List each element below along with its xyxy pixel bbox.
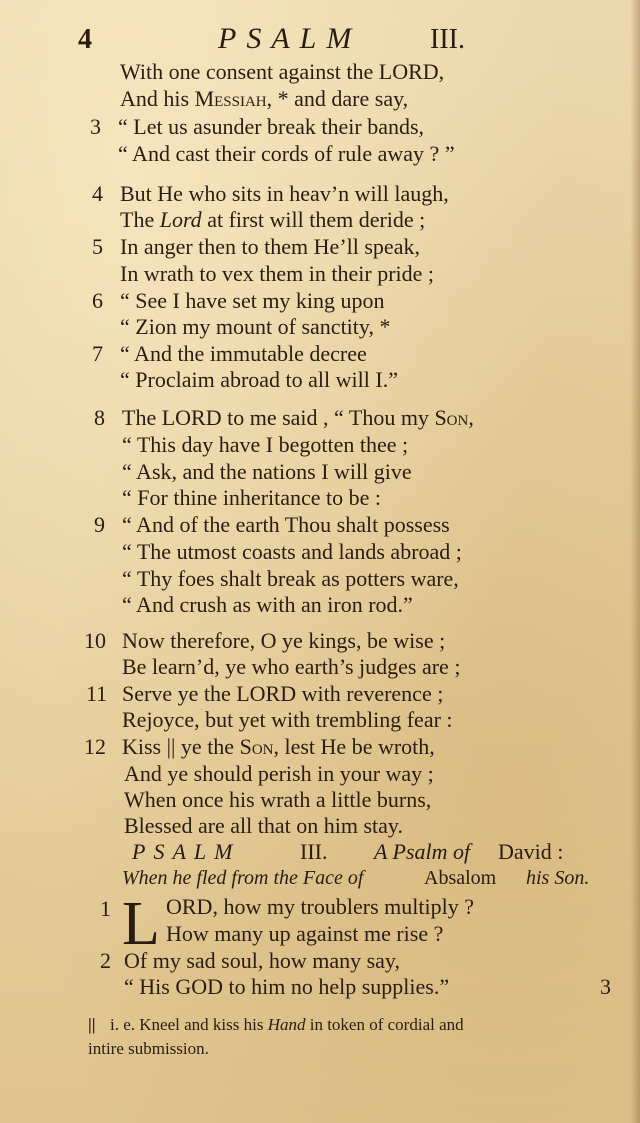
verse-line: 10 Now therefore, O ye kings, be wise ; [84,628,446,653]
verse-number: 5 [92,234,103,259]
verse-number: 12 [84,734,106,759]
verse-line: 5 In anger then to them He’ll speak, [92,234,420,259]
verse-line: Be learn’d, ye who earth’s judges are ; [122,654,461,679]
verse-line: “ The utmost coasts and lands abroad ; [122,539,462,564]
catchword: 3 [600,974,611,999]
verse-line: “ For thine inheritance to be : [122,485,382,510]
verse-number: 7 [92,341,103,366]
verse-line: How many up against me rise ? [166,921,444,946]
verse-line: 2 Of my sad soul, how many say, [100,948,400,973]
verse-line: “ Ask, and the nations I will give [122,459,412,484]
psalm-3-title-line: PSALM III. A Psalm of David : [132,839,564,864]
footnote-mark: || [88,1015,96,1034]
verse-number: 10 [84,628,106,653]
verse-number: 3 [90,114,101,139]
verse-line: “ Proclaim abroad to all will I.” [120,367,398,392]
verse-line: With one consent against the LORD, [120,59,445,84]
verse-line: 12 Kiss || ye the Son, lest He be wroth, [84,734,435,759]
page-header-title: PSALM [218,22,362,55]
drop-cap: L [122,890,160,958]
verse-number: 8 [94,405,105,430]
verse-line: In wrath to vex them in their pride ; [120,261,435,286]
verse-line: 4 But He who sits in heav’n will laugh, [92,181,449,206]
footnote-line: i. e. Kneel and kiss his Hand in token of cordial and [110,1015,464,1034]
verse-line: “ Thy foes shalt break as potters ware, [122,566,459,591]
verse-line: And ye should perish in your way ; [124,761,434,786]
verse-number: 11 [86,681,108,706]
verse-line: ORD, how my troublers multiply ? [166,894,474,919]
verse-line: “ His GOD to him no help supplies.” 3 [124,974,611,999]
verse-number: 9 [94,512,105,537]
verse-number: 1 [100,896,111,921]
verse-line: Rejoyce, but yet with trembling fear : [122,707,453,732]
verse-line: 8 The LORD to me said , “ Thou my Son, [94,405,474,430]
psalm-3-subtitle-line: When he fled from the Face of Absalom his Son. [122,867,590,889]
verse-number: 6 [92,288,103,313]
page-header-roman: III. [430,24,465,55]
verse-line: When once his wrath a little burns, [124,787,432,812]
verse-line: 7 “ And the immutable decree [92,341,367,366]
verse-line: 6 “ See I have set my king upon [92,288,385,313]
verse-line: 11 Serve ye the LORD with reverence ; [86,681,444,706]
verse-line: And his Messiah, * and dare say, [120,86,409,111]
verse-line: “ Zion my mount of sanctity, * [120,314,391,339]
verse-line: 3 “ Let us asunder break their bands, [90,114,425,139]
verse-line: Blessed are all that on him stay. [124,813,404,838]
verse-line: “ And crush as with an iron rod.” [122,592,413,617]
page-number: 4 [78,24,92,55]
verse-line: “ This day have I begotten thee ; [122,432,409,457]
verse-line: 9 “ And of the earth Thou shalt possess [94,512,450,537]
verse-number: 4 [92,181,103,206]
verse-line: “ And cast their cords of rule away ? ” [118,141,455,166]
verse-number: 2 [100,948,111,973]
verse-line: The Lord at first will them deride ; [120,207,426,232]
footnote-line: intire submission. [88,1039,209,1058]
